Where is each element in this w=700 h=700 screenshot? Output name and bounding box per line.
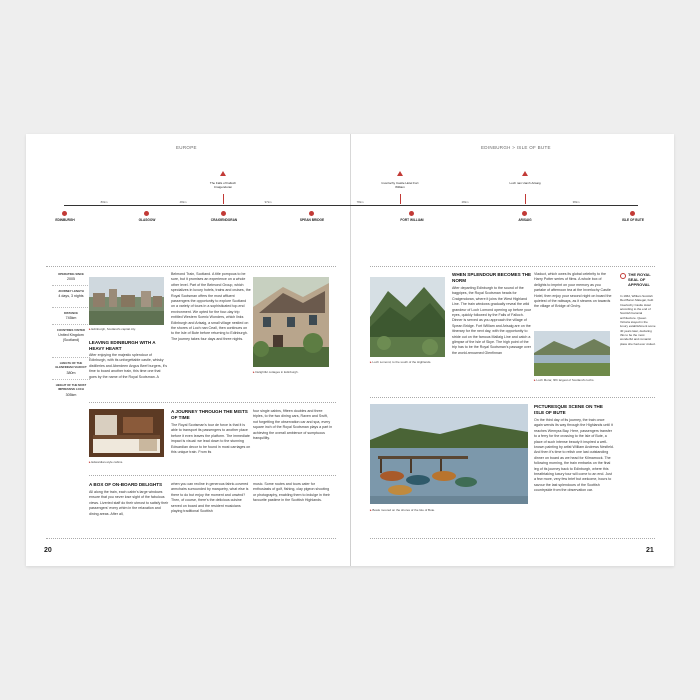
stat-label: HEIGHT OF THE MOST IMPRESSIVE LOCH xyxy=(55,383,87,391)
section-title: WHEN SPLENDOUR BECOMES THE NORM xyxy=(452,272,532,283)
section-body: After departing Edinburgh to the sound of the bagpipes, the Royal Scotsman heads for Craigendoran, where it joins the West Highland Line. The train windows gradually reveal the wild grandeur of Loch Lomond opening up before your eyes, quickly followed by the Falls of Falloch. Dinner is served as you approach the village of Spean Bridge. Fort William and Arisaig are on the itinerary for the next day, with the opportunity to stride out on the famous Mallaig Line and catch a glimpse of the Isle of Skye. The high point of the trip has to be the Royal Scotsman's passage over the world-renowned Glenfinnan xyxy=(452,286,532,355)
caption: ▸ Loch Lomond, to the south of the Highlands. xyxy=(370,360,432,364)
stat-value: 380m xyxy=(66,371,76,375)
distance-label: 97km xyxy=(264,200,272,204)
stop-marker-icon xyxy=(397,171,403,176)
station-dot xyxy=(309,211,314,216)
stat-value: 745km xyxy=(65,316,77,320)
station-name: FORT WILLIAM xyxy=(400,218,424,222)
divider xyxy=(89,402,336,403)
section-body: All along the train, each cabin's large windows ensure that you never lose sight of the fabulous views. Liveried staff do their utmost to satisfy their passengers' every whim in the relaxation and dining areas. After all, xyxy=(89,490,169,516)
divider xyxy=(89,475,336,476)
stat-rule xyxy=(52,324,90,325)
photo-cabin xyxy=(89,409,164,457)
right-header: EDINBURGH > ISLE OF BUTE xyxy=(481,145,551,150)
stat-rule xyxy=(52,357,90,358)
distance-label: 78km xyxy=(356,200,364,204)
photo-isle-of-bute-boats xyxy=(370,404,528,504)
section-body: Viaduct, which owes its global celebrity to the Harry Potter series of films. A whole box of delights to imprint on your memory as you partake of afternoon tea at the Inverlochy Castle Hotel, then enjoy your second night on board the quietest of the railways, as it steams on towards the village of Bridge of Orchy. xyxy=(534,272,612,309)
seal-icon xyxy=(620,273,626,279)
station-dot xyxy=(221,211,226,216)
stat-label: LENGTH OF THE GLENFINNAN VIADUCT xyxy=(55,361,87,369)
section-body: On the third day of its journey, the train once again wends its way through the Highlands until it reaches Wemyss Bay. Here, passengers transfer to a ferry for the crossing to the Isle of Bute, a place of such intense beauty it inspired a well-known painting by artist William Andrews Nesfield. And then it's time to relish one last outstanding dinner on board as we head for Kilmarnock. The following morning, the train embarks on the final leg of its journey back to Edinburgh, where this breathtaking luxury tour will come to an end. Just a few more, very few brief but welcome, hours to savour the last splendours of the Scottish countryside from the observation car. xyxy=(534,418,614,493)
station-dot xyxy=(522,211,527,216)
page-number-right: 21 xyxy=(646,547,654,554)
caption: ▸ Loch Morar, fifth largest of Scotland's lochs. xyxy=(534,378,595,382)
stat-value: 2005 xyxy=(67,277,75,281)
photo-loch-lomond xyxy=(370,277,445,357)
caption: ▸ Delightful cottages in Edinburgh. xyxy=(253,370,299,374)
stop-tick xyxy=(400,194,401,204)
station-name: EDINBURGH xyxy=(55,218,75,222)
photo-cabin-image xyxy=(89,409,164,457)
stat-label: JOURNEY LENGTH xyxy=(58,289,84,293)
divider xyxy=(46,266,336,267)
stop-marker-icon xyxy=(522,171,528,176)
station-name: GLASGOW xyxy=(138,218,156,222)
stat-label: COUNTRIES VISITED xyxy=(56,328,86,332)
section-body: four single cabins, fifteen doubles and three triples, to the two dining cars, Raven and Swift, not forgetting the observation car and spa, every square inch of the Royal Scotsman plays a part in achieving the overall ambience of sumptuous tranquillity. xyxy=(253,409,333,440)
divider xyxy=(370,266,655,267)
photo-loch-morar-image xyxy=(534,331,610,376)
divider xyxy=(370,397,655,398)
section-title: A JOURNEY THROUGH THE MISTS OF TIME xyxy=(171,409,248,420)
station-dot xyxy=(144,211,149,216)
photo-isle-of-bute-boats-image xyxy=(370,404,528,504)
station-dot xyxy=(62,211,67,216)
divider xyxy=(370,538,655,539)
photo-cottages-image xyxy=(253,277,329,367)
photo-loch-lomond-image xyxy=(370,277,445,357)
distance-label: 48km xyxy=(179,200,187,204)
divider xyxy=(46,538,336,539)
stat-rule xyxy=(52,285,90,286)
section-body: when you can recline in generous fabric-covered armchairs surrounded by marquetry, what else is there to do but enjoy the moment and unwind? Then, of course, there's the delicious cuisine served on board and the resident musicians playing traditional Scottish xyxy=(171,482,249,513)
gutter xyxy=(350,134,351,566)
route-timeline xyxy=(64,205,638,206)
stop-marker-icon xyxy=(220,171,226,176)
station-name: SPEAN BRIDGE xyxy=(299,218,325,222)
stat-value: 305km xyxy=(65,393,77,397)
book-spread xyxy=(26,134,674,566)
left-header: EUROPE xyxy=(176,145,197,150)
caption: ▸ Edwardian-style cabins. xyxy=(89,460,124,464)
section-title: PICTURESQUE SCENE ON THE ISLE OF BUTE xyxy=(534,404,603,415)
section-title: LEAVING EDINBURGH WITH A HEAVY HEART xyxy=(89,340,156,351)
caption: ▸ Boats moored on the shores of the Isle of Bute. xyxy=(370,508,436,512)
photo-loch-morar xyxy=(534,331,610,376)
distance-label: 28km xyxy=(461,200,469,204)
stat-value: 4 days, 3 nights xyxy=(58,294,84,298)
section-body: The Royal Scotsman's tour de force is that it is able to transport its passengers to another place before it even leaves the platform. The immediate impact is visual: we lead down to the stunning Edwardian decor to be found in most carriages on this unique train. From its xyxy=(171,423,251,454)
station-dot xyxy=(409,211,414,216)
stop-label: Inverlochy Castle Hotel Fort William xyxy=(381,181,419,189)
caption: ▸ Edinburgh, Scotland's capital city. xyxy=(89,327,136,331)
stop-tick xyxy=(223,194,224,204)
photo-edinburgh-image xyxy=(89,277,164,325)
stat-rule xyxy=(52,307,90,308)
section-body: music. Some routes and tours cater for enthusiasts of golf, fishing, clay pigeon shooting or photography, enabling them to indulge in their favourite pastime in the Scottish Highlands. xyxy=(253,482,330,503)
page-number-left: 20 xyxy=(44,547,52,554)
stat-label: OPERATING SINCE xyxy=(58,272,84,276)
stop-tick xyxy=(525,194,526,204)
station-name: ARISAIG xyxy=(518,218,532,222)
section-body: After enjoying the majestic splendour of Edinburgh, with its unforgettable castle, whisky distilleries and Aberdeen Angus Beef burgers, it's time to board another train, this time one that goes by the name of the Royal Scotsman. A xyxy=(89,353,167,379)
side-note-title: THE ROYAL SEAL OF APPROVAL xyxy=(628,272,651,288)
stat-value: United Kingdom (Scotland) xyxy=(58,333,84,342)
section-body: Belmond Train, Scotland. A title pompous to be sure, but it promises an experience on a whole other level. Part of the Belmond Group, which specializes in luxury hotels, trains and cruises, the Royal Scotsman offers the most affluent passengers the opportunity to explore Scotland on a variety of tours in a sophisticated top-end environment. We opted for the four-day trip entitled Western Scenic Wonders, which links Edinburgh and Arisaig, a small village nestled on the shores of Loch nan Ceall, then continues on to the Isle of Bute before returning to Edinburgh. The journey takes four days and three nights. xyxy=(171,272,251,341)
station-dot xyxy=(630,211,635,216)
side-note-body: In 1962, William Scottish Red Baron Mategar, built Inverlochy Castle Hotel according to the end of Scottish baronial architecture. Queen Victoria stayed in the luxury establishment some 40 years later, declaring this to be the most wonderful and romantic place she had ever visited. xyxy=(620,294,656,346)
stop-label: The Falls of Falloch Craigendoran xyxy=(209,181,237,189)
stop-label: Loch nan Uamh Arisaig xyxy=(509,181,541,185)
stat-rule xyxy=(52,379,90,380)
station-name: ISLE OF BUTE xyxy=(622,218,644,222)
distance-label: 80km xyxy=(100,200,108,204)
photo-cottages xyxy=(253,277,329,367)
photo-edinburgh xyxy=(89,277,164,325)
stat-label: DISTANCE xyxy=(63,311,79,315)
section-title: A BOX OF ON-BOARD DELIGHTS xyxy=(89,482,163,487)
distance-label: 38km xyxy=(572,200,580,204)
station-name: CRAIGENDORAN xyxy=(210,218,238,222)
